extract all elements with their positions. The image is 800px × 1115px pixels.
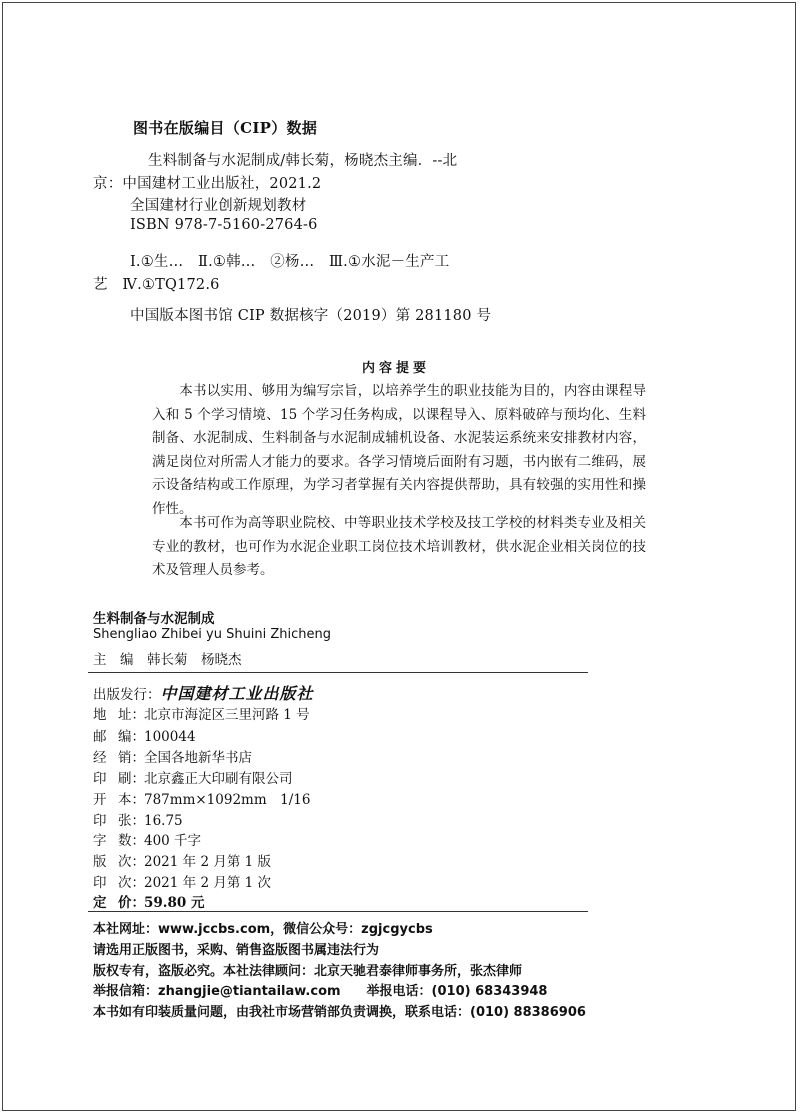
info-key: 销：: [118, 750, 145, 766]
info-key: 址：: [118, 707, 145, 723]
info-value: 16.75: [144, 813, 183, 829]
info-key: 印: [93, 813, 107, 829]
abstract-paragraph-1-text: 本书以实用、够用为编写宗旨，以培养学生的职业技能为目的，内容由课程导入和 5 个学习情境、15 个学习任务构成，以课程导入、原料破碎与预均化、生料制备、水泥制成、生料制备与水泥制成辅机设备、水泥装运系统来安排教材内容，满足岗位对所需人才能力的要求。各学习情境后面附有习题，书内嵌有二维码，展示设备结构或工作原理，为学习者掌握有关内容提供帮助，具有较强的实用性和操作性。: [152, 383, 646, 517]
cip-line-classification: Ⅰ.①生… Ⅱ.①韩… ②杨… Ⅲ.①水泥－生产工: [130, 254, 450, 270]
abstract-title: 内容提要: [362, 361, 431, 376]
info-value: 北京鑫正大印刷有限公司: [144, 771, 293, 787]
info-value: 北京市海淀区三里河路 1 号: [144, 707, 310, 723]
info-row-address: [93, 703, 310, 723]
website-line: 本社网址：www.jccbs.com，微信公众号：zgjcgycbs: [93, 922, 433, 937]
publisher-label: 出版发行：: [93, 687, 161, 703]
publisher-name: 中国建材工业出版社: [160, 684, 314, 703]
info-key: 刷：: [118, 771, 145, 787]
info-key: 次：: [118, 875, 145, 891]
info-value: 2021 年 2 月第 1 次: [144, 875, 271, 891]
divider-bottom: [88, 911, 588, 912]
info-key: 本：: [118, 792, 145, 808]
info-row-edition: [93, 850, 271, 870]
info-row-sheets: [93, 809, 183, 829]
info-key: 定: [93, 895, 107, 911]
info-row-printing: [93, 871, 271, 891]
info-key: 邮: [93, 729, 107, 745]
info-key: 印: [93, 771, 107, 787]
info-key: 张：: [118, 813, 145, 829]
info-row-format: [93, 788, 310, 808]
info-value: 400 千字: [144, 833, 202, 849]
info-value: 59.80 元: [144, 895, 205, 911]
copyright-line: 版权专有，盗版必究。本社法律顾问：北京天驰君泰律师事务所，张杰律师: [93, 964, 523, 979]
abstract-paragraph-2-text: 本书可作为高等职业院校、中等职业技术学校及技工学校的材料类专业及相关专业的教材，也可作为水泥企业职工岗位技术培训教材，供水泥企业相关岗位的技术及管理人员参考。: [152, 515, 646, 578]
divider-top: [88, 672, 588, 673]
cip-line-classification-cont: 艺 Ⅳ.①TQ172.6: [93, 277, 220, 293]
info-row-price: [93, 891, 204, 911]
cip-line-title-author: 生料制备与水泥制成/韩长菊，杨晓杰主编．--北: [148, 153, 458, 169]
info-key: 印: [93, 875, 107, 891]
info-value: 全国各地新华书店: [144, 750, 252, 766]
abstract-paragraph-2: [152, 512, 646, 583]
info-row-word-count: [93, 829, 201, 849]
info-key: 价：: [118, 895, 145, 911]
cip-line-verification: 中国版本图书馆 CIP 数据核字（2019）第 281180 号: [130, 308, 492, 324]
info-row-postcode: [93, 725, 196, 745]
book-title-pinyin: Shengliao Zhibei yu Shuini Zhicheng: [93, 627, 332, 642]
quality-line: 本书如有印装质量问题，由我社市场营销部负责调换，联系电话：(010) 88386906: [93, 1005, 586, 1020]
cip-title: 图书在版编目（CIP）数据: [133, 119, 318, 137]
anti-piracy-line: 请选用正版图书，采购、销售盗版图书属违法行为: [93, 943, 380, 958]
book-editors: 主 编 韩长菊 杨晓杰: [93, 652, 242, 668]
info-key: 数：: [118, 833, 145, 849]
publisher-line: [93, 681, 314, 704]
cip-line-isbn: ISBN 978-7-5160-2764-6: [130, 217, 318, 233]
info-value: 787mm×1092mm 1/16: [144, 792, 311, 808]
info-value: 2021 年 2 月第 1 版: [144, 854, 271, 870]
info-key: 经: [93, 750, 107, 766]
info-key: 地: [93, 707, 107, 723]
info-value: 100044: [144, 729, 196, 745]
cip-line-series: 全国建材行业创新规划教材: [130, 198, 307, 214]
info-key: 版: [93, 854, 107, 870]
info-row-distributor: [93, 746, 252, 766]
cip-line-publisher: 京：中国建材工业出版社，2021.2: [93, 176, 322, 192]
info-row-printer: [93, 767, 293, 787]
info-key: 次：: [118, 854, 145, 870]
abstract-paragraph-1: [152, 380, 646, 521]
report-line: 举报信箱：zhangjie@tiantailaw.com 举报电话：(010) 68343948: [93, 984, 548, 999]
info-key: 字: [93, 833, 107, 849]
info-key: 开: [93, 792, 107, 808]
book-title: 生料制备与水泥制成: [93, 611, 215, 627]
info-key: 编：: [118, 729, 145, 745]
